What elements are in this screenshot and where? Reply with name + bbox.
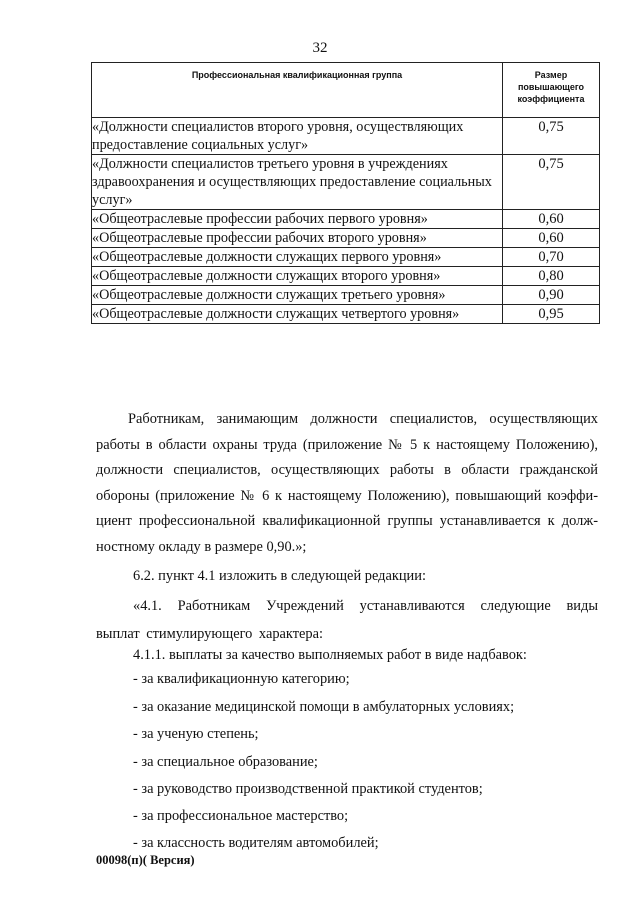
header-coefficient-text: Размер повышающего коэффициента xyxy=(517,70,585,104)
table-body xyxy=(92,118,600,324)
table-row xyxy=(92,155,600,210)
coefficient-table xyxy=(91,62,600,324)
table-row xyxy=(92,229,600,248)
item-6-2: 6.2. пункт 4.1 изложить в следующей редакции: xyxy=(133,568,426,584)
group-cell: «Общеотраслевые должности служащих второго уровня» xyxy=(92,267,503,286)
table-row xyxy=(92,248,600,267)
table-row xyxy=(92,286,600,305)
group-cell: «Общеотраслевые должности служащих первого уровня» xyxy=(92,248,503,267)
paragraph-main: Работникам, занимающим должности специалистов, осуществляющих работы в области охраны труда (приложение № 5 к настоящему Положению), должности специалистов, осуществляющих работы в области гражданской обороны (приложение № 6 к настоящему Положению), повышающий коэффициент профессиональной квалификационной группы устанавливается к должностному окладу в размере 0,90.»; xyxy=(96,411,598,555)
table-row xyxy=(92,267,600,286)
bullet-item: - за классность водителям автомобилей; xyxy=(133,835,379,851)
coefficient-cell: 0,75 xyxy=(503,118,600,155)
footer-doc-code: 00098(п)( Версия) xyxy=(96,853,195,867)
header-coefficient xyxy=(503,63,600,118)
coefficient-cell: 0,90 xyxy=(503,286,600,305)
group-cell: «Общеотраслевые профессии рабочих второго уровня» xyxy=(92,229,503,248)
table-header-row xyxy=(92,63,600,118)
table-row xyxy=(92,305,600,324)
item-4-1: «4.1. Работникам Учреждений устанавливаются следующие виды выплат стимулирующего характера: xyxy=(96,598,598,642)
coefficient-cell: 0,60 xyxy=(503,210,600,229)
coefficient-cell: 0,70 xyxy=(503,248,600,267)
bullet-item: - за оказание медицинской помощи в амбулаторных условиях; xyxy=(133,699,515,715)
item-4-1-1: 4.1.1. выплаты за качество выполняемых работ в виде надбавок: xyxy=(133,647,527,663)
coefficient-cell: 0,95 xyxy=(503,305,600,324)
group-cell: «Должности специалистов третьего уровня в учреждениях здравоохранения и осуществляющих предоставление социальных услуг» xyxy=(92,155,503,210)
page-number: 32 xyxy=(312,40,328,56)
coefficient-cell: 0,75 xyxy=(503,155,600,210)
group-cell: «Общеотраслевые должности служащих третьего уровня» xyxy=(92,286,503,305)
bullet-item: - за ученую степень; xyxy=(133,726,259,742)
bullet-item: - за профессиональное мастерство; xyxy=(133,808,349,824)
bullet-item: - за квалификационную категорию; xyxy=(133,671,350,687)
table-row xyxy=(92,118,600,155)
bullet-item: - за руководство производственной практикой студентов; xyxy=(133,781,483,797)
bullet-item: - за специальное образование; xyxy=(133,754,318,770)
group-cell: «Общеотраслевые профессии рабочих первого уровня» xyxy=(92,210,503,229)
table-row xyxy=(92,210,600,229)
coefficient-cell: 0,60 xyxy=(503,229,600,248)
header-group: Профессиональная квалификационная группа xyxy=(92,63,503,118)
group-cell: «Общеотраслевые должности служащих четвертого уровня» xyxy=(92,305,503,324)
coefficient-cell: 0,80 xyxy=(503,267,600,286)
group-cell: «Должности специалистов второго уровня, осуществляющих предоставление социальных услуг» xyxy=(92,118,503,155)
